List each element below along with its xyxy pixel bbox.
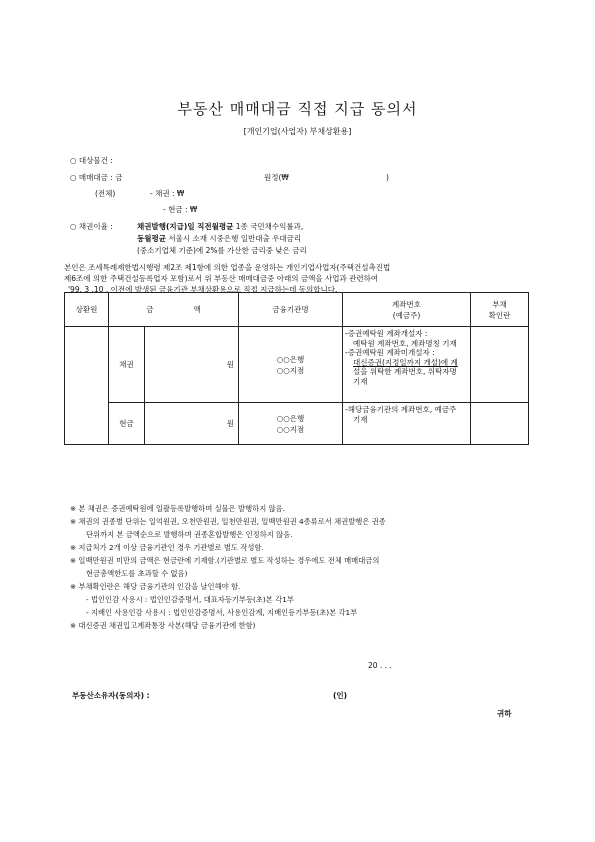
note-line xyxy=(345,358,468,368)
header-account xyxy=(343,293,471,327)
note-item: ※ 일백만원권 미만의 금액은 현금란에 기재함.(기관별로 별도 작성하는 경우에도 전체 매매대금의 xyxy=(70,556,380,565)
note-item: - 지배인 사용인감 사용시 : 법인인감증명서, 사용인감계, 지배인등기부등(초)본 각1부 xyxy=(86,608,358,617)
note-item: 현금총액한도를 초과할 수 없음) xyxy=(86,569,188,578)
property-label: ○ 대상물건 : xyxy=(70,156,113,165)
table-row xyxy=(65,327,529,403)
note-item: ※ 지급처가 2개 이상 금융기관인 경우 기관별로 별도 작성함. xyxy=(70,543,264,552)
header-debt-check xyxy=(471,293,529,327)
owner-label: 부동산소유자(동의자) : xyxy=(72,691,150,700)
row-account-note xyxy=(343,403,471,445)
note-line: -증권예탁원 계좌개설자 : xyxy=(345,329,428,338)
note-line: -해당금융기관의 계좌번호, 예금주 xyxy=(345,405,457,414)
consent-line-2: 제6조에 의한 주택건설등록업자 포함)로서 위 부동산 매매대금중 아래의 금액을 사업과 관련하여 xyxy=(64,274,379,283)
note-item: ※ 대신증권 채권입고계좌통장 사본(해당 금융기관에 한함) xyxy=(70,621,256,630)
note-underlined: 대신증권(지정일까지 개설)에 계 xyxy=(353,357,458,367)
note-item: 단위까지 본 금액순으로 발행하며 권종혼합발행은 인정하지 않음. xyxy=(86,530,293,539)
cash-amount-label: - 현금 : ₩ xyxy=(163,205,198,214)
total-label: (전체) xyxy=(95,189,116,198)
row-type: 현금 xyxy=(109,403,145,445)
row-amount: 원 xyxy=(145,327,239,403)
header-account-1: 계좌번호 xyxy=(392,299,421,309)
row-branch: ○○지점 xyxy=(276,365,305,375)
price-won-label: 원정(₩ xyxy=(264,173,289,182)
seal-mark: (인) xyxy=(333,691,348,700)
price-close: ) xyxy=(386,173,389,182)
blank-cell xyxy=(65,327,109,445)
note-item: ※ 채권의 권종별 단위는 일억원권, 오천만원권, 일천만원권, 일백만원권 4종류로서 채권발행은 권종 xyxy=(70,517,386,526)
bond-rate-label: ○ 채권이율 : xyxy=(70,222,113,231)
bond-rate-line2 xyxy=(137,233,301,244)
table-row xyxy=(65,403,529,445)
row-debt-check[interactable] xyxy=(471,327,529,403)
bond-rate-line3: (중소기업체 기준)에 2%를 가산한 금리중 낮은 금리 xyxy=(137,246,307,255)
note-line: 기재 xyxy=(353,376,368,386)
header-debt-2: 확인란 xyxy=(488,310,511,320)
header-type: 상환원 xyxy=(65,293,109,327)
row-amount: 원 xyxy=(145,403,239,445)
document-subtitle: [개인기업(사업자) 부채상환용] xyxy=(243,127,352,136)
bond-rate-line2-bold: 동월평균 xyxy=(137,234,166,243)
note-item: ※ 부채확인란은 해당 금융기관의 인감을 날인해야 함. xyxy=(70,582,241,591)
consent-line-3: '99. 3 .10 . 이전에 발생된 금융기관 부채상환용으로 직접 지급하는데 동의합니다. xyxy=(68,285,338,294)
note-line: 기재 xyxy=(353,414,368,424)
note-line: 예탁원 계좌번호, 계좌명칭 기재 xyxy=(353,338,457,348)
header-account-2: (예금주) xyxy=(392,310,421,320)
bond-rate-line1-rest: 1종 국민채수익률과, xyxy=(233,222,304,231)
row-branch: ○○지점 xyxy=(276,424,305,434)
consent-line-1: 본인은 조세특례제한법시행령 제2조 제1항에 의한 업종을 운영하는 개인기업사업자(주택건설촉진법 xyxy=(64,263,391,272)
note-item: ※ 본 채권은 증권예탁원에 일괄등록발행하며 실물은 발행하지 않음. xyxy=(70,504,285,513)
header-debt-1: 부채 xyxy=(492,299,507,309)
bond-rate-line1 xyxy=(137,221,303,232)
note-item: - 법인인감 사용시 : 법인인감증명서, 대표자등기부등(초)본 각1부 xyxy=(86,595,294,604)
header-amount xyxy=(109,293,239,327)
row-account-note xyxy=(343,327,471,403)
date-line: 20 . . . xyxy=(368,661,392,670)
header-amount-2: 액 xyxy=(193,305,201,314)
price-label: ○ 매매대금 : 금 xyxy=(70,173,123,182)
row-institution xyxy=(239,327,343,403)
note-line: 설을 위탁한 계좌번호, 위탁자명 xyxy=(353,367,457,376)
bond-rate-line1-bold: 채권발행(지급)일 직전월평균 xyxy=(137,222,234,231)
recipient-label: 귀하 xyxy=(497,709,512,718)
table-header-row xyxy=(65,293,529,327)
header-amount-1: 금 xyxy=(146,305,154,314)
row-bank: ○○은행 xyxy=(276,354,305,364)
header-institution: 금융기관명 xyxy=(239,293,343,327)
bond-rate-line2-rest: 서울시 소재 시중은행 일반대출 우대금리 xyxy=(165,234,302,243)
note-line: -증권예탁원 계좌미개설자 : xyxy=(345,348,435,357)
row-type: 채권 xyxy=(109,327,145,403)
row-bank: ○○은행 xyxy=(276,413,305,423)
row-institution xyxy=(239,403,343,445)
document-title: 부동산 매매대금 직접 지급 동의서 xyxy=(177,100,418,118)
row-debt-check[interactable] xyxy=(471,403,529,445)
bond-amount-label: - 채권 : ₩ xyxy=(150,189,185,198)
repayment-table xyxy=(64,292,529,445)
